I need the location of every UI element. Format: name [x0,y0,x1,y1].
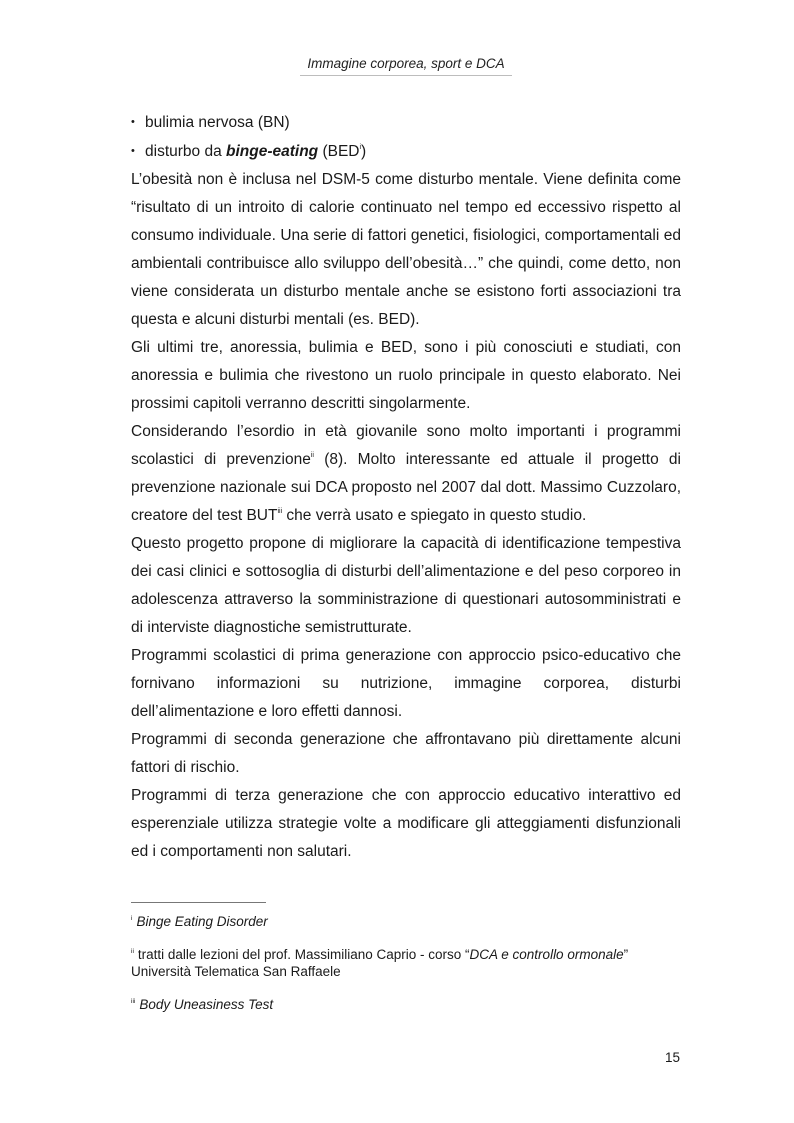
footnote-ref[interactable]: i [359,144,362,151]
list-item-emphasis: binge-eating [226,143,319,160]
footnote [131,946,681,980]
footnote-text: Body Uneasiness Test [139,997,274,1012]
list-item-text: (BED [318,143,360,160]
footnote-mark: ii [131,948,134,955]
body-text [131,108,681,866]
paragraph-text: (8). Molto interessante ed attuale il progetto di prevenzione nazionale sui DCA proposto nel 2007 dal dott. Massimo Cuzzolaro, creatore del test BUT [131,451,681,524]
list-item-text: disturbo da [145,143,226,160]
list-item [131,137,681,166]
page-number: 15 [664,1050,680,1065]
footnotes [131,913,681,1013]
paragraph: Gli ultimi tre, anoressia, bulimia e BED, sono i più conosciuti e studiati, con anoressia e bulimia che rivestono un ruolo principale in questo elaborato. Nei prossimi capitoli verranno descritti singolarmente. [131,339,681,412]
footnote [131,996,681,1013]
footnote-text: Università Telematica San Raffaele [131,964,341,979]
footnote-text: ” [623,947,629,962]
list-item [131,108,681,137]
footnote [131,913,681,930]
paragraph-text: Considerando l’esordio in età giovanile sono molto importanti i programmi scolastici di prevenzione [131,423,681,468]
bullet-icon: • [131,116,135,128]
footnote-mark: i [131,915,133,922]
bullet-icon: • [131,145,135,157]
footnote-ref[interactable]: ii [310,452,314,459]
paragraph: Programmi di terza generazione che con approccio educativo interattivo ed esperenziale utilizza strategie volte a modificare gli atteggiamenti disfunzionali ed i comportamenti non salutari. [131,787,681,860]
list-item-text: ) [361,143,367,160]
paragraph: Questo progetto propone di migliorare la capacità di identificazione tempestiva dei casi clinici e sottosoglia di disturbi dell’alimentazione e del peso corporeo in adolescenza attraverso la somministrazione di questionari autosomministrati e di interviste diagnostiche semistrutturate. [131,535,681,636]
paragraph: L’obesità non è inclusa nel DSM-5 come disturbo mentale. Viene definita come “risultato di un introito di calorie continuato nel tempo ed eccessivo rispetto al consumo individuale. Una serie di fattori genetici, fisiologici, comportamentali ed ambientali contribuisce allo sviluppo dell’obesità…” che quindi, come detto, non viene considerata un disturbo mentale anche se esistono forti associazioni tra questa e alcuni disturbi mentali (es. BED). [131,171,681,328]
running-header: Immagine corporea, sport e DCA [300,56,512,76]
footnote-ref[interactable]: iii [277,508,283,515]
footnote-text: tratti dalle lezioni del prof. Massimiliano Caprio - corso “ [137,947,470,962]
footnote-text: Binge Eating Disorder [136,914,268,929]
paragraph [131,418,681,530]
paragraph: Programmi di seconda generazione che affrontavano più direttamente alcuni fattori di rischio. [131,731,681,776]
paragraph-text: che verrà usato e spiegato in questo studio. [282,507,587,524]
list-item-text: bulimia nervosa (BN) [145,114,290,131]
footnote-divider [131,902,266,903]
paragraph: Programmi scolastici di prima generazione con approccio psico-educativo che fornivano informazioni su nutrizione, immagine corporea, disturbi dell’alimentazione e loro effetti dannosi. [131,647,681,720]
footnote-mark: iii [131,998,136,1005]
footnote-emphasis: DCA e controllo ormonale [469,947,624,962]
